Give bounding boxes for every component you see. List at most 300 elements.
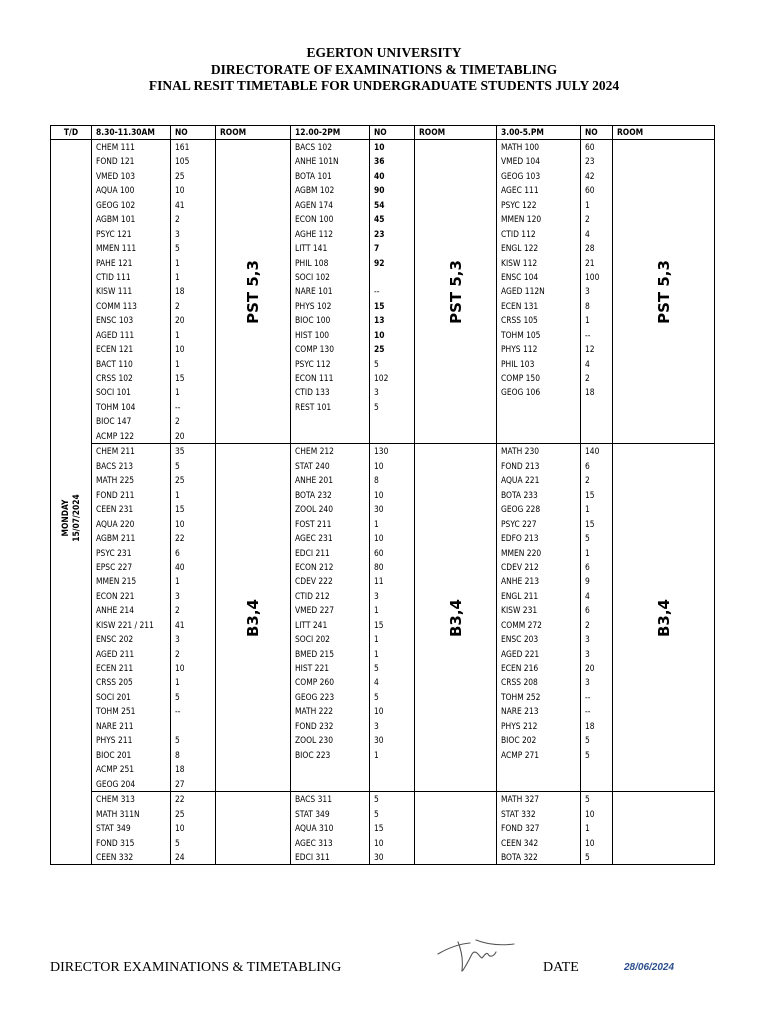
candidate-count: 1: [374, 634, 379, 645]
candidate-count: 5: [585, 851, 590, 862]
candidate-count: 90: [374, 185, 385, 196]
course-code: TOHM 252: [501, 691, 541, 702]
course-code: PSYC 121: [96, 228, 132, 239]
course-code: AGEN 174: [295, 199, 334, 210]
course-code: TOHM 105: [501, 329, 541, 340]
course-list: [92, 140, 171, 444]
candidate-count: 15: [175, 504, 185, 515]
candidate-count: 5: [374, 691, 379, 702]
candidate-count: 2: [175, 416, 180, 427]
candidate-count: 3: [175, 590, 180, 601]
course-code: PSYC 231: [96, 547, 132, 558]
col-no-3: NO: [581, 126, 613, 140]
course-code: PHYS 212: [501, 720, 538, 731]
candidate-count: 161: [175, 142, 190, 152]
candidate-count: 100: [585, 271, 600, 282]
room-cell: [216, 444, 291, 792]
col-no-2: NO: [370, 126, 415, 140]
candidate-count: 25: [175, 808, 185, 819]
candidate-count: 2: [175, 648, 180, 659]
candidate-count: 10: [175, 185, 185, 196]
course-code: CRSS 102: [96, 373, 133, 383]
candidate-count-list: [171, 140, 216, 444]
course-code: COMP 260: [295, 677, 335, 688]
course-list: [92, 792, 171, 865]
course-code: KISW 221 / 211: [96, 619, 154, 630]
candidate-count: --: [374, 286, 380, 297]
timetable-body: [51, 140, 715, 865]
date-label: DATE: [543, 960, 579, 975]
candidate-count: 25: [175, 475, 185, 486]
course-code: SOCI 102: [295, 271, 330, 282]
candidate-count: 15: [374, 619, 384, 630]
timetable-title: FINAL RESIT TIMETABLE FOR UNDERGRADUATE STUDENTS JULY 2024: [148, 78, 620, 93]
candidate-count: --: [585, 329, 591, 340]
course-code: BIOC 202: [501, 735, 537, 746]
course-code: FOND 232: [295, 720, 334, 731]
candidate-count: 3: [374, 720, 379, 731]
course-code: AGBM 101: [96, 214, 136, 225]
course-code: CTID 112: [501, 228, 536, 239]
course-code: CDEV 212: [501, 561, 539, 572]
room-label: B3,4: [446, 598, 465, 637]
course-code: CRSS 208: [501, 677, 538, 688]
candidate-count: --: [585, 706, 591, 717]
directorate-name: DIRECTORATE OF EXAMINATIONS & TIMETABLING: [210, 61, 558, 77]
candidate-count-list: [581, 444, 613, 792]
course-code: AGEC 111: [501, 185, 539, 196]
candidate-count: --: [175, 401, 181, 412]
candidate-count: 45: [374, 214, 385, 225]
candidate-count: 1: [374, 749, 379, 760]
col-room-3: ROOM: [613, 126, 715, 140]
course-code: COMM 272: [501, 619, 542, 630]
course-code: EDFO 213: [501, 533, 539, 544]
course-code: ANHE 101N: [295, 156, 339, 167]
candidate-count: 1: [585, 547, 590, 558]
course-code: CEEN 231: [96, 504, 134, 515]
timetable: [50, 125, 715, 865]
course-code: MATH 225: [96, 475, 135, 486]
course-code: CHEM 313: [96, 794, 135, 805]
day-name: MONDAY: [60, 499, 70, 537]
candidate-count: 18: [585, 720, 595, 731]
candidate-count: 10: [374, 329, 385, 340]
candidate-count-list: [370, 140, 415, 444]
candidate-count: 1: [175, 271, 180, 282]
course-code: FOST 211: [295, 518, 332, 529]
course-code: FOND 211: [96, 489, 135, 500]
course-code: MMEN 215: [96, 576, 137, 587]
candidate-count: 4: [585, 228, 590, 239]
candidate-count: 42: [585, 170, 595, 181]
candidate-count: 10: [585, 837, 595, 848]
course-code: MATH 230: [501, 446, 540, 457]
candidate-count: 5: [374, 663, 379, 673]
candidate-count: 2: [585, 214, 590, 225]
candidate-count: 5: [175, 460, 180, 471]
course-code: BACS 102: [295, 142, 332, 152]
col-room-2: ROOM: [415, 126, 497, 140]
course-list: [291, 444, 370, 792]
candidate-count-list: [581, 140, 613, 444]
candidate-count: 9: [585, 576, 590, 587]
candidate-count: 3: [175, 634, 180, 645]
course-code: SOCI 202: [295, 634, 330, 645]
course-list: [291, 792, 370, 865]
course-code: PSYC 122: [501, 199, 537, 210]
candidate-count: 1: [175, 257, 180, 268]
candidate-count: 10: [374, 706, 384, 717]
director-label: DIRECTOR EXAMINATIONS & TIMETABLING: [50, 960, 342, 975]
room-label: PST 5,3: [244, 259, 262, 324]
course-code: BIOC 223: [295, 749, 331, 760]
candidate-count: 21: [585, 257, 595, 268]
course-code: MATH 222: [295, 706, 334, 717]
candidate-count: 18: [585, 387, 595, 398]
candidate-count: 18: [175, 286, 185, 297]
course-code: STAT 349: [96, 823, 131, 834]
course-code: VMED 103: [96, 170, 135, 181]
document-header: [0, 45, 768, 95]
course-code: MATH 327: [501, 794, 540, 805]
date-value: 28/06/2024: [624, 962, 675, 973]
candidate-count: 15: [374, 823, 384, 834]
candidate-count: 25: [175, 170, 185, 181]
candidate-count: 3: [585, 677, 590, 688]
candidate-count: 5: [175, 243, 180, 254]
course-code: VMED 227: [295, 605, 334, 616]
course-code: ENGL 122: [501, 243, 539, 254]
course-code: CTID 212: [295, 590, 330, 601]
candidate-count: 15: [374, 300, 385, 311]
course-code: AGEC 313: [295, 837, 333, 848]
director-signature: [436, 932, 526, 976]
candidate-count: 35: [175, 446, 185, 457]
course-code: SOCI 201: [96, 691, 131, 702]
course-code: GEOG 204: [96, 778, 136, 789]
candidate-count: 15: [585, 518, 595, 529]
course-code: BACT 110: [96, 358, 133, 369]
candidate-count: 80: [374, 561, 384, 572]
session-block: [51, 140, 715, 444]
candidate-count: 27: [175, 778, 185, 789]
course-code: CEEN 342: [501, 837, 539, 848]
course-code: ECON 221: [96, 590, 135, 601]
candidate-count: 60: [585, 185, 595, 196]
course-list: [291, 140, 370, 444]
course-code: ECON 100: [295, 214, 334, 225]
course-code: NARE 101: [295, 286, 333, 297]
course-code: CTID 133: [295, 387, 330, 398]
candidate-count: 54: [374, 199, 385, 210]
candidate-count: 40: [175, 561, 185, 572]
course-code: AGEC 231: [295, 533, 333, 544]
candidate-count: 1: [175, 576, 180, 587]
candidate-count: 60: [374, 547, 384, 558]
course-code: PAHE 121: [96, 257, 133, 268]
candidate-count: 41: [175, 619, 185, 630]
university-name: EGERTON UNIVERSITY: [306, 45, 462, 60]
candidate-count: 1: [175, 358, 180, 369]
candidate-count: 1: [175, 677, 180, 688]
candidate-count: 1: [175, 489, 180, 500]
candidate-count: 60: [585, 142, 595, 152]
col-slot2: 12.00-2PM: [291, 126, 370, 140]
candidate-count: 1: [175, 387, 180, 398]
course-code: COMP 130: [295, 344, 335, 355]
candidate-count: 30: [374, 851, 384, 862]
candidate-count: 2: [585, 373, 590, 383]
candidate-count: 10: [175, 663, 185, 673]
candidate-count: 15: [175, 373, 185, 383]
course-code: AQUA 310: [295, 823, 334, 834]
course-code: AGBM 102: [295, 185, 335, 196]
room-label: B3,4: [654, 598, 673, 637]
course-code: GEOG 103: [501, 170, 541, 181]
col-slot1: 8.30-11.30AM: [92, 126, 171, 140]
room-label: B3,4: [244, 598, 262, 637]
course-code: ACMP 271: [501, 749, 540, 760]
course-code: FOND 121: [96, 156, 135, 167]
course-code: ECEN 131: [501, 300, 539, 311]
candidate-count: 6: [585, 561, 590, 572]
candidate-count: 2: [175, 214, 180, 225]
room-cell: [216, 792, 291, 865]
candidate-count: 23: [374, 228, 385, 239]
candidate-count: 10: [374, 837, 384, 848]
candidate-count: 1: [175, 329, 180, 340]
course-code: MMEN 120: [501, 214, 542, 225]
candidate-count: 4: [585, 590, 590, 601]
candidate-count: 140: [585, 446, 600, 457]
course-code: BIOC 201: [96, 749, 132, 760]
candidate-count: 1: [585, 199, 590, 210]
candidate-count: 8: [175, 749, 180, 760]
candidate-count: 3: [374, 590, 379, 601]
course-code: AGBM 211: [96, 533, 136, 544]
col-room-1: ROOM: [216, 126, 291, 140]
course-code: GEOG 223: [295, 691, 335, 702]
course-code: BACS 213: [96, 460, 133, 471]
candidate-count: 5: [175, 837, 180, 848]
course-code: KISW 112: [501, 257, 538, 268]
room-cell: [415, 444, 497, 792]
course-code: MATH 311N: [96, 808, 140, 819]
candidate-count: 102: [374, 373, 389, 383]
candidate-count: 8: [374, 475, 379, 486]
candidate-count: 13: [374, 315, 385, 326]
course-code: CRSS 105: [501, 315, 538, 326]
course-code: AGED 221: [501, 648, 540, 659]
candidate-count: 5: [374, 358, 379, 369]
course-code: EPSC 227: [96, 561, 133, 572]
day-cell: [51, 140, 92, 865]
course-code: LITT 241: [295, 619, 328, 630]
course-code: CHEM 211: [96, 446, 135, 457]
course-code: LITT 141: [295, 243, 328, 254]
candidate-count: 92: [374, 257, 385, 268]
candidate-count: 3: [585, 648, 590, 659]
course-code: FOND 327: [501, 823, 540, 834]
candidate-count: 2: [175, 605, 180, 616]
header-row: [51, 126, 715, 140]
course-code: FOND 213: [501, 460, 540, 471]
candidate-count: 36: [374, 156, 385, 167]
candidate-count: [374, 270, 410, 284]
course-list: [92, 444, 171, 792]
course-code: AGHE 112: [295, 228, 334, 239]
candidate-count: 6: [585, 460, 590, 471]
course-code: HIST 221: [295, 663, 330, 673]
course-code: PSYC 227: [501, 518, 537, 529]
candidate-count: 30: [374, 504, 384, 515]
course-code: COMP 150: [501, 373, 541, 383]
course-code: CRSS 205: [96, 677, 133, 688]
course-code: AGED 112N: [501, 286, 545, 297]
room-cell: [613, 140, 715, 444]
candidate-count-list: [171, 792, 216, 865]
course-list: [497, 444, 581, 792]
course-code: NARE 211: [96, 720, 134, 731]
candidate-count: 18: [175, 764, 185, 775]
course-code: KISW 231: [501, 605, 538, 616]
course-code: CHEM 111: [96, 142, 135, 152]
candidate-count: 5: [175, 735, 180, 746]
session-block: [51, 444, 715, 792]
course-code: EDCI 211: [295, 547, 330, 558]
course-code: AQUA 220: [96, 518, 135, 529]
candidate-count: --: [585, 691, 591, 702]
course-code: ACMP 122: [96, 430, 135, 441]
course-code: ENSC 203: [501, 634, 539, 645]
candidate-count: 2: [585, 619, 590, 630]
candidate-count: 3: [585, 634, 590, 645]
room-cell: [613, 792, 715, 865]
candidate-count: 20: [175, 315, 185, 326]
candidate-count: 5: [374, 401, 379, 412]
candidate-count: 6: [585, 605, 590, 616]
course-code: CTID 111: [96, 271, 131, 282]
session-block: [51, 792, 715, 865]
candidate-count: 4: [374, 677, 379, 688]
course-code: MMEN 111: [96, 243, 137, 254]
candidate-count: 1: [585, 504, 590, 515]
candidate-count-list: [581, 792, 613, 865]
col-no-1: NO: [171, 126, 216, 140]
course-code: SOCI 101: [96, 387, 131, 398]
candidate-count: 23: [585, 156, 595, 167]
course-code: STAT 240: [295, 460, 330, 471]
course-code: ENGL 211: [501, 590, 539, 601]
course-code: COMM 113: [96, 300, 137, 311]
course-code: ANHE 214: [96, 605, 134, 616]
course-code: PHYS 211: [96, 735, 133, 746]
course-code: VMED 104: [501, 156, 540, 167]
course-code: FOND 315: [96, 837, 135, 848]
candidate-count: 10: [175, 823, 185, 834]
candidate-count: 3: [374, 387, 379, 398]
course-code: PHIL 108: [295, 257, 329, 268]
candidate-count: --: [175, 706, 181, 717]
course-code: AGED 111: [96, 329, 135, 340]
candidate-count: 22: [175, 794, 185, 805]
course-code: ZOOL 240: [295, 504, 333, 515]
room-cell: [415, 140, 497, 444]
candidate-count: 2: [585, 475, 590, 486]
course-code: BOTA 232: [295, 489, 332, 500]
course-list: [497, 792, 581, 865]
candidate-count: 25: [374, 344, 385, 355]
candidate-count: 1: [585, 823, 590, 834]
candidate-count: 11: [374, 576, 384, 587]
course-list: [497, 140, 581, 444]
course-code: MMEN 220: [501, 547, 542, 558]
course-code: NARE 213: [501, 706, 539, 717]
course-code: PHYS 102: [295, 300, 332, 311]
candidate-count: 5: [374, 808, 379, 819]
candidate-count: 20: [175, 430, 185, 441]
course-code: BIOC 147: [96, 416, 132, 427]
course-code: ENSC 202: [96, 634, 134, 645]
room-cell: [415, 792, 497, 865]
candidate-count: 1: [374, 605, 379, 616]
course-code: CDEV 222: [295, 576, 333, 587]
course-code: BOTA 101: [295, 170, 332, 181]
candidate-count: 15: [585, 489, 595, 500]
candidate-count: 3: [175, 228, 180, 239]
course-code: ZOOL 230: [295, 735, 333, 746]
course-code: GEOG 106: [501, 387, 541, 398]
candidate-count: 2: [175, 300, 180, 311]
course-code: ANHE 213: [501, 576, 539, 587]
candidate-count: 10: [175, 518, 185, 529]
candidate-count: 7: [374, 243, 380, 254]
course-code: TOHM 104: [96, 401, 136, 412]
candidate-count: 28: [585, 243, 595, 254]
course-code: ENSC 104: [501, 271, 539, 282]
room-label: PST 5,3: [446, 259, 465, 324]
candidate-count: 1: [374, 518, 379, 529]
col-td: T/D: [51, 126, 92, 140]
course-code: AQUA 100: [96, 185, 135, 196]
course-code: KISW 111: [96, 286, 133, 297]
candidate-count: 5: [585, 735, 590, 746]
course-code: PSYC 112: [295, 358, 331, 369]
day-label: [60, 495, 82, 542]
course-code: REST 101: [295, 401, 332, 412]
course-code: ECON 212: [295, 561, 334, 572]
course-code: ANHE 201: [295, 475, 333, 486]
course-code: MATH 100: [501, 142, 540, 152]
col-slot3: 3.00-5.PM: [497, 126, 581, 140]
candidate-count: 5: [585, 533, 590, 544]
course-code: EDCI 311: [295, 851, 330, 862]
candidate-count: 41: [175, 199, 185, 210]
course-code: CHEM 212: [295, 446, 334, 457]
candidate-count: 8: [585, 300, 590, 311]
candidate-count: 5: [585, 749, 590, 760]
candidate-count: 30: [374, 735, 384, 746]
course-code: AGED 211: [96, 648, 135, 659]
candidate-count: 10: [374, 142, 385, 152]
course-code: ACMP 251: [96, 764, 135, 775]
candidate-count: 130: [374, 446, 389, 457]
course-code: BOTA 233: [501, 489, 538, 500]
course-code: ENSC 103: [96, 315, 134, 326]
candidate-count: 5: [175, 691, 180, 702]
course-code: TOHM 251: [96, 706, 136, 717]
